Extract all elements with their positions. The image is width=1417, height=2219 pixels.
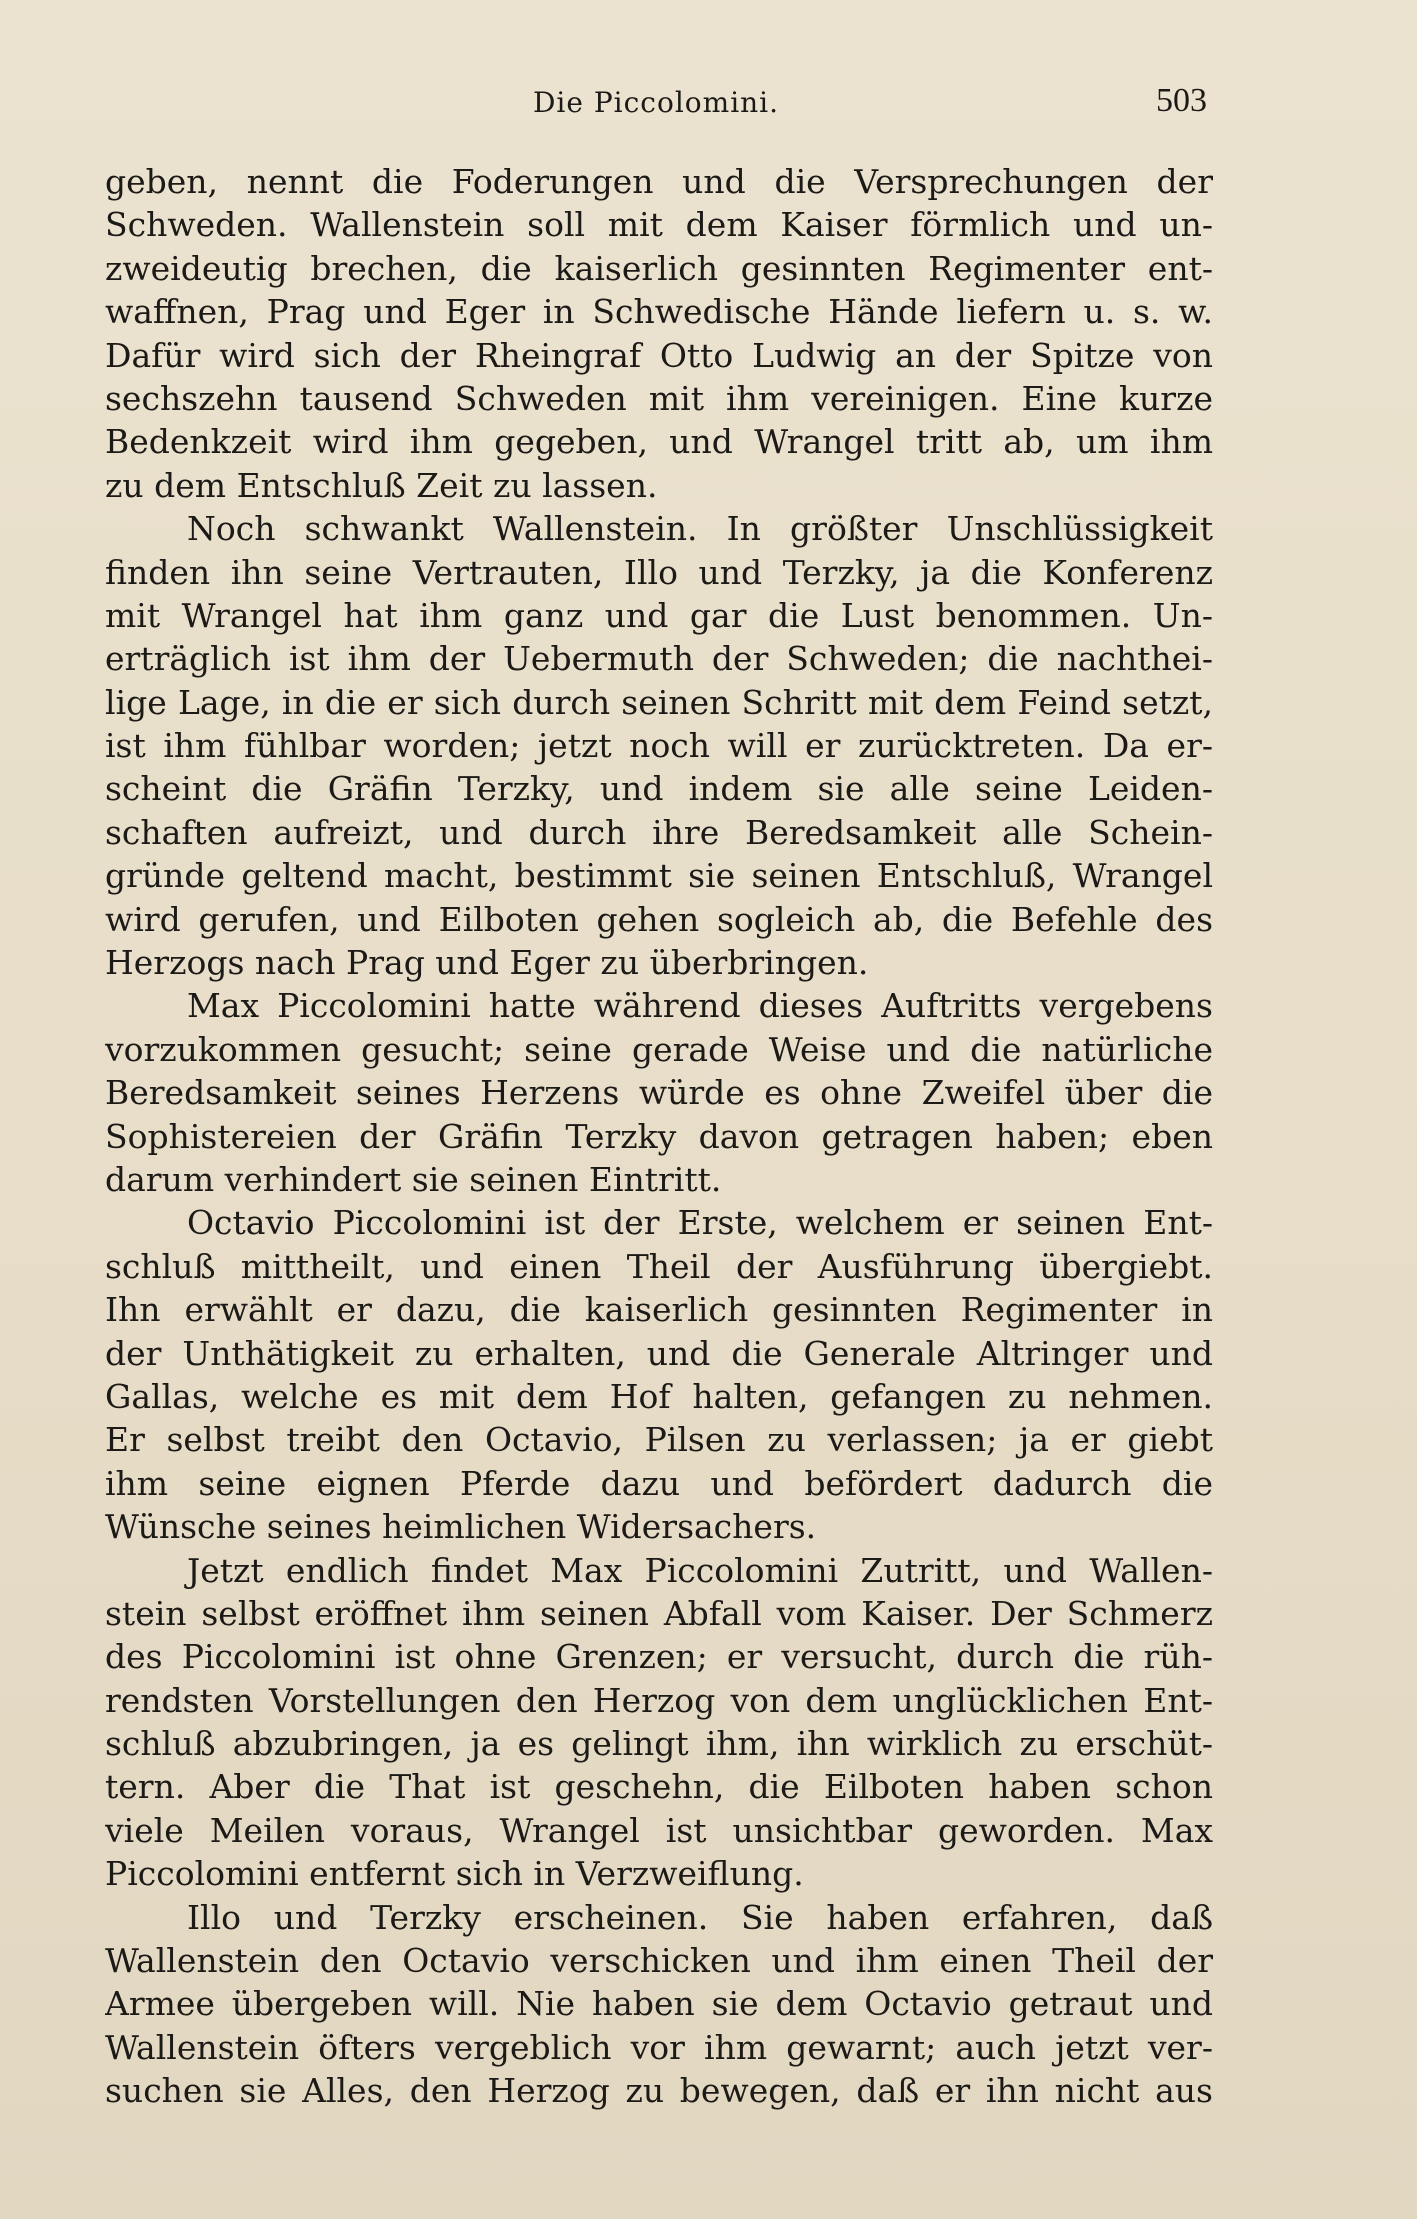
text-line: Schweden. Wallenstein soll mit dem Kaiser förmlich und un-	[105, 205, 1213, 245]
text-line: vorzukommen gesucht; seine gerade Weise und die natürliche	[105, 1029, 1213, 1069]
page-header	[105, 80, 1207, 126]
text-line: Sophistereien der Gräfin Terzky davon getragen haben; eben	[105, 1116, 1213, 1156]
text-line: wird gerufen, und Eilboten gehen sogleich ab, die Befehle des	[105, 899, 1213, 939]
running-title: Die Piccolomini.	[532, 86, 780, 119]
text-line: Ihn erwählt er dazu, die kaiserlich gesinnten Regimenter in	[105, 1290, 1213, 1330]
page-number: 503	[1156, 82, 1207, 119]
text-line: Octavio Piccolomini ist der Erste, welchem er seinen Ent-	[187, 1203, 1213, 1243]
text-line: schaften aufreizt, und durch ihre Beredsamkeit alle Schein-	[105, 812, 1213, 852]
text-line: zweideutig brechen, die kaiserlich gesinnten Regimenter ent-	[105, 248, 1213, 288]
text-line: Jetzt endlich findet Max Piccolomini Zutritt, und Wallen-	[187, 1550, 1213, 1590]
text-line: ist ihm fühlbar worden; jetzt noch will er zurücktreten. Da er-	[105, 726, 1213, 766]
text-line: sechszehn tausend Schweden mit ihm vereinigen. Eine kurze	[105, 378, 1213, 418]
body-text	[105, 160, 1213, 2113]
text-line: Herzogs nach Prag und Eger zu überbringen.	[105, 943, 869, 983]
text-line: Gallas, welche es mit dem Hof halten, gefangen zu nehmen.	[105, 1376, 1213, 1416]
text-line: erträglich ist ihm der Uebermuth der Schweden; die nachthei-	[105, 639, 1213, 679]
text-line: finden ihn seine Vertrauten, Illo und Terzky, ja die Konferenz	[105, 552, 1213, 592]
text-line: Beredsamkeit seines Herzens würde es ohne Zweifel über die	[105, 1073, 1213, 1113]
text-line: Wallenstein den Octavio verschicken und ihm einen Theil der	[105, 1941, 1213, 1981]
text-line: Noch schwankt Wallenstein. In größter Unschlüssigkeit	[187, 509, 1213, 549]
text-line: suchen sie Alles, den Herzog zu bewegen, daß er ihn nicht aus	[105, 2071, 1213, 2111]
text-line: Illo und Terzky erscheinen. Sie haben erfahren, daß	[187, 1897, 1213, 1937]
text-line: Bedenkzeit wird ihm gegeben, und Wrangel tritt ab, um ihm	[105, 422, 1213, 462]
text-line: schluß mittheilt, und einen Theil der Ausführung übergiebt.	[105, 1246, 1213, 1286]
text-line: der Unthätigkeit zu erhalten, und die Generale Altringer und	[105, 1333, 1213, 1373]
text-line: viele Meilen voraus, Wrangel ist unsichtbar geworden. Max	[105, 1810, 1213, 1850]
text-line: darum verhindert sie seinen Eintritt.	[105, 1159, 722, 1199]
text-line: Er selbst treibt den Octavio, Pilsen zu verlassen; ja er giebt	[105, 1420, 1213, 1460]
text-line: Piccolomini entfernt sich in Verzweiflung.	[105, 1854, 804, 1894]
text-line: geben, nennt die Foderungen und die Versprechungen der	[105, 162, 1213, 201]
text-line: ihm seine eignen Pferde dazu und befördert dadurch die	[105, 1463, 1213, 1503]
text-line: rendsten Vorstellungen den Herzog von dem unglücklichen Ent-	[105, 1680, 1213, 1720]
text-line: gründe geltend macht, bestimmt sie seinen Entschluß, Wrangel	[105, 856, 1213, 896]
text-line: Wünsche seines heimlichen Widersachers.	[105, 1507, 817, 1547]
text-line: zu dem Entschluß Zeit zu lassen.	[105, 465, 658, 505]
text-line: des Piccolomini ist ohne Grenzen; er versucht, durch die rüh-	[105, 1637, 1213, 1677]
text-line: Max Piccolomini hatte während dieses Auftritts vergebens	[187, 986, 1213, 1026]
text-line: Armee übergeben will. Nie haben sie dem Octavio getraut und	[105, 1984, 1213, 2024]
text-line: lige Lage, in die er sich durch seinen Schritt mit dem Feind setzt,	[105, 682, 1213, 722]
text-line: stein selbst eröffnet ihm seinen Abfall vom Kaiser. Der Schmerz	[105, 1593, 1213, 1633]
text-line: Dafür wird sich der Rheingraf Otto Ludwig an der Spitze von	[105, 335, 1213, 375]
text-line: Wallenstein öfters vergeblich vor ihm gewarnt; auch jetzt ver-	[105, 2027, 1213, 2067]
text-line: schluß abzubringen, ja es gelingt ihm, ihn wirklich zu erschüt-	[105, 1724, 1213, 1764]
text-line: tern. Aber die That ist geschehn, die Eilboten haben schon	[105, 1767, 1213, 1807]
text-line: scheint die Gräfin Terzky, und indem sie alle seine Leiden-	[105, 769, 1213, 809]
text-line: waffnen, Prag und Eger in Schwedische Hände liefern u. s. w.	[105, 292, 1213, 332]
text-line: mit Wrangel hat ihm ganz und gar die Lust benommen. Un-	[105, 595, 1213, 635]
